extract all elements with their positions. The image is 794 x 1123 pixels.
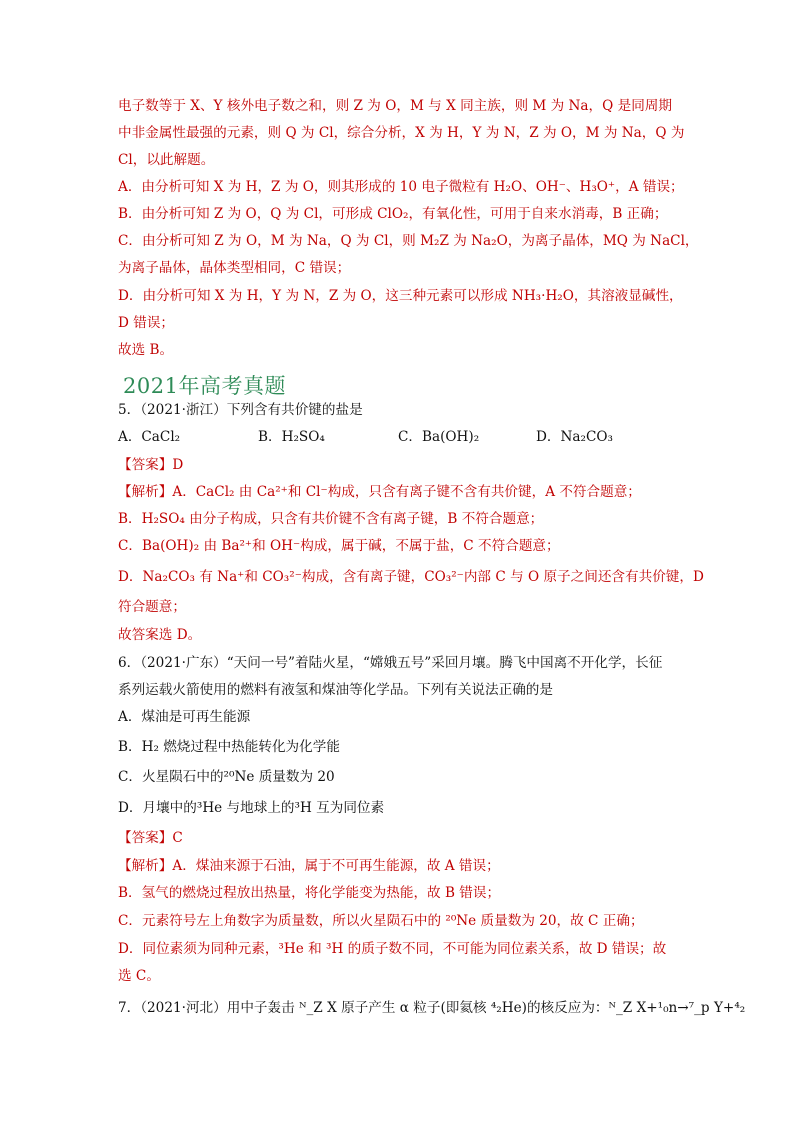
conclusion: 故选 B。 bbox=[118, 342, 174, 358]
explanation-line: D．Na₂CO₃ 有 Na⁺和 CO₃²⁻构成，含有离子键，CO₃²⁻内部 C 与 O 原子之间还含有共价键，D bbox=[118, 569, 704, 585]
explanation-line: B．氢气的燃烧过程放出热量，将化学能变为热能，故 B 错误； bbox=[118, 885, 501, 901]
text-line: 中非金属性最强的元素，则 Q 为 Cl，综合分析，X 为 H，Y 为 N，Z 为 O，M 为 Na，Q 为 bbox=[118, 125, 685, 141]
option-b: B．H₂ 燃烧过程中热能转化为化学能 bbox=[118, 739, 340, 755]
option-b: B．H₂SO₄ bbox=[258, 429, 325, 445]
section-heading: 2021年高考真题 bbox=[123, 374, 286, 398]
question-6-stem: 系列运载火箭使用的燃料有液氢和煤油等化学品。下列有关说法正确的是 bbox=[118, 682, 553, 698]
option-a-analysis: A．由分析可知 X 为 H，Z 为 O，则其形成的 10 电子微粒有 H₂O、OH⁻、H₃O⁺，A 错误； bbox=[118, 179, 684, 195]
text-line: 为离子晶体，晶体类型相同，C 错误； bbox=[118, 260, 351, 276]
question-7-stem: 7．（2021·河北）用中子轰击 ᴺ_Z X 原子产生 α 粒子(即氦核 ⁴₂He)的核反应为：ᴺ_Z X+¹₀n→⁷_p Y+⁴₂ bbox=[118, 1000, 746, 1016]
option-b-analysis: B．由分析可知 Z 为 O，Q 为 Cl，可形成 ClO₂，有氧化性，可用于自来水消毒，B 正确； bbox=[118, 206, 668, 222]
text-line: Cl，以此解题。 bbox=[118, 152, 215, 168]
option-a: A．煤油是可再生能源 bbox=[118, 709, 251, 725]
answer: 【答案】D bbox=[118, 457, 184, 473]
explanation-line: 【解析】A．CaCl₂ 由 Ca²⁺和 Cl⁻构成，只含有离子键不含有共价键，A 不符合题意； bbox=[118, 484, 641, 500]
explanation-line: C．Ba(OH)₂ 由 Ba²⁺和 OH⁻构成，属于碱，不属于盐，C 不符合题意； bbox=[118, 538, 560, 554]
explanation-line: 选 C。 bbox=[118, 968, 160, 984]
option-a: A．CaCl₂ bbox=[118, 429, 181, 445]
explanation-line: 【解析】A．煤油来源于石油，属于不可再生能源，故 A 错误； bbox=[118, 858, 500, 874]
explanation-line: 故答案选 D。 bbox=[118, 627, 202, 643]
option-d: D．月壤中的³He 与地球上的³H 互为同位素 bbox=[118, 800, 385, 816]
explanation-line: B．H₂SO₄ 由分子构成，只含有共价键不含有离子键，B 不符合题意； bbox=[118, 511, 544, 527]
question-6-stem: 6．（2021·广东）“天问一号”着陆火星，“嫦娥五号”采回月壤。腾飞中国离不开化学，长征 bbox=[118, 655, 663, 671]
option-c-analysis: C．由分析可知 Z 为 O，M 为 Na，Q 为 Cl，则 M₂Z 为 Na₂O，为离子晶体，MQ 为 NaCl， bbox=[118, 233, 699, 249]
text-line: D 错误； bbox=[118, 315, 175, 331]
question-5-stem: 5．（2021·浙江）下列含有共价键的盐是 bbox=[118, 402, 363, 418]
explanation-line: C．元素符号左上角数字为质量数，所以火星陨石中的 ²⁰Ne 质量数为 20，故 C 正确； bbox=[118, 913, 644, 929]
option-d: D．Na₂CO₃ bbox=[536, 429, 613, 445]
option-c: C．Ba(OH)₂ bbox=[398, 429, 480, 445]
option-c: C．火星陨石中的²⁰Ne 质量数为 20 bbox=[118, 769, 335, 785]
answer: 【答案】C bbox=[118, 830, 183, 846]
text-line: 电子数等于 X、Y 核外电子数之和，则 Z 为 O，M 与 X 同主族，则 M 为 Na，Q 是同周期 bbox=[118, 98, 672, 114]
explanation-line: 符合题意； bbox=[118, 599, 186, 615]
option-d-analysis: D．由分析可知 X 为 H，Y 为 N，Z 为 O，这三种元素可以形成 NH₃·H₂O，其溶液显碱性， bbox=[118, 288, 683, 304]
explanation-line: D．同位素须为同种元素，³He 和 ³H 的质子数不同，不可能为同位素关系，故 D 错误；故 bbox=[118, 941, 667, 957]
